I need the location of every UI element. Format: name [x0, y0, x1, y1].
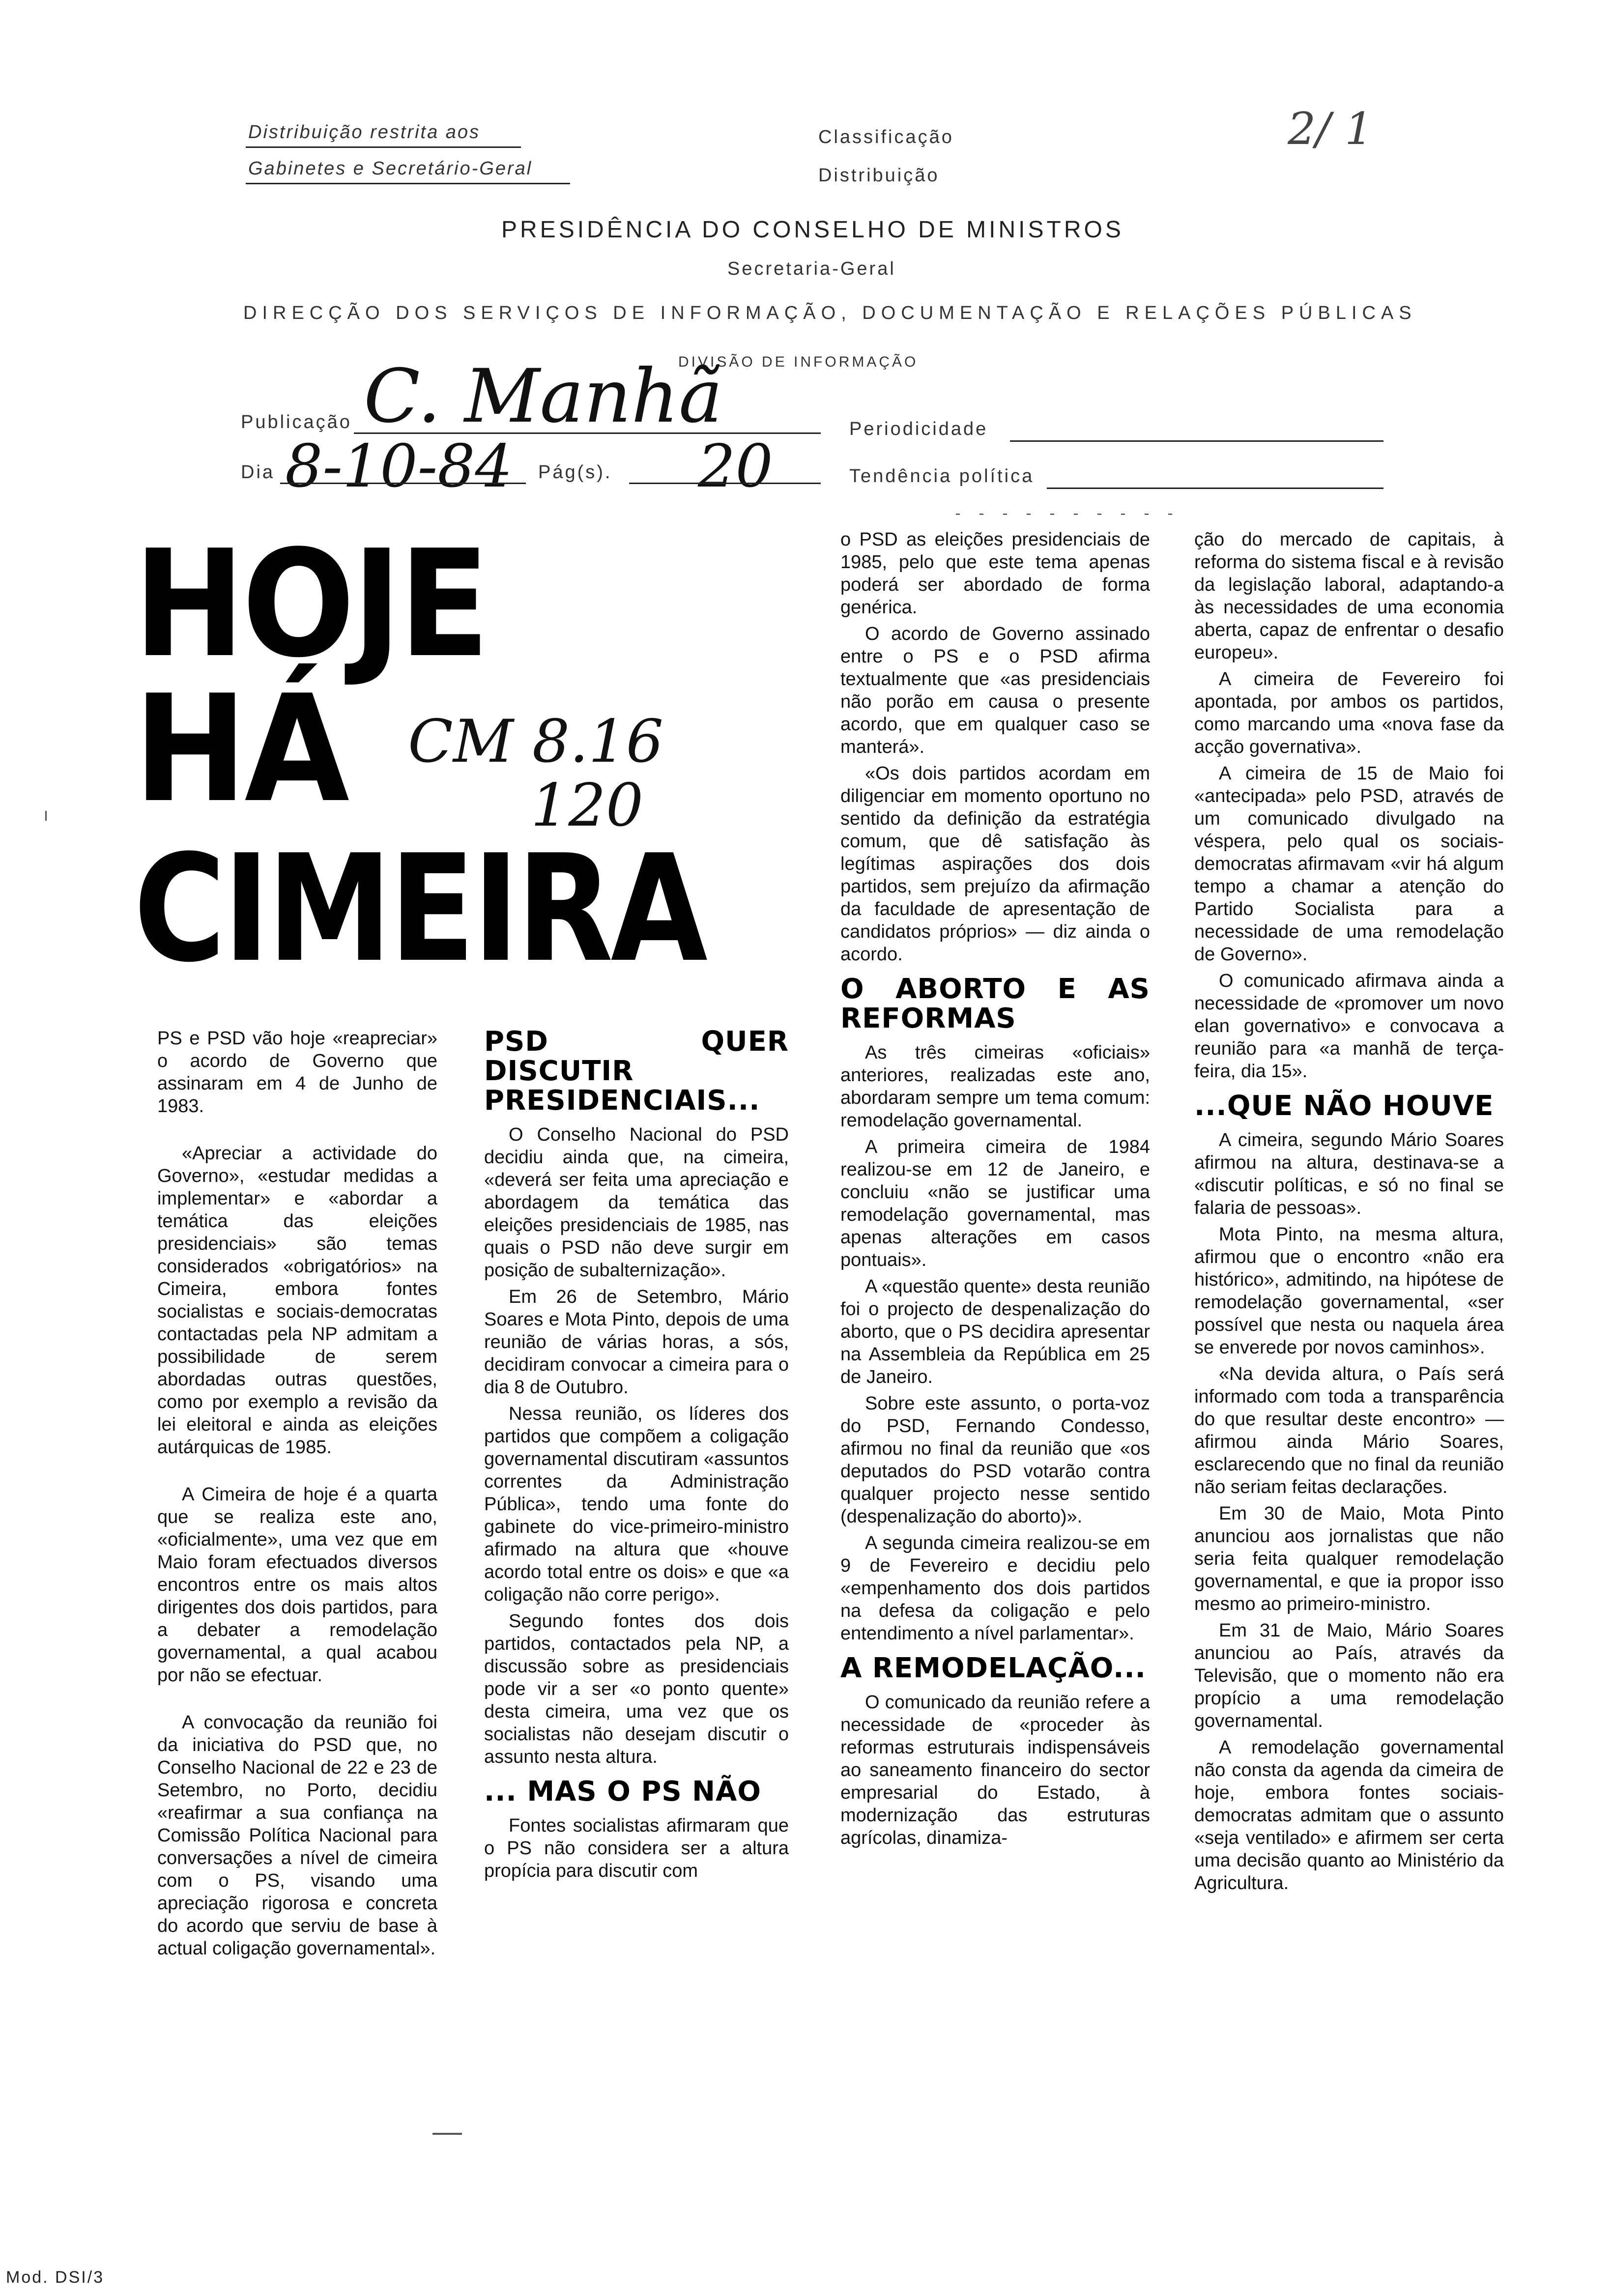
pages-label: Pág(s). [538, 462, 612, 483]
publication-value: C. Manhã [364, 354, 723, 439]
classification-label: Classificação [818, 127, 954, 147]
publication-label: Publicação [241, 412, 352, 432]
bottom-mark [432, 2133, 462, 2135]
tendency-label: Tendência política [849, 466, 1035, 487]
col2-paragraph-5: Fontes socialistas afirmaram que o PS não considera ser a altura propícia para discutir com [484, 1815, 789, 1881]
col2-subheading-1: PSD QUER DISCUTIR PRESIDENCIAIS... [484, 1026, 789, 1117]
col4-paragraph-7: «Na devida altura, o País será informado com toda a transparência do que resultar deste encontro» — afirmou ainda Mário Soares, esclarecendo que no final da reunião não seriam feitas declarações. [1194, 1364, 1504, 1497]
footer-form-code: Mod. DSI/3 [6, 2268, 105, 2287]
org-subtitle: Secretaria-Geral [727, 258, 896, 279]
col3-paragraph-9: O comunicado da reunião refere a necessidade de «proceder às reformas estruturais indispensáveis ao saneamento financeiro do sector empresarial do Estado, à modernização das estruturas agrícolas, dinamiza- [840, 1692, 1150, 1848]
tendency-underline [1047, 488, 1383, 489]
day-value: 8-10-84 [285, 432, 513, 501]
col4-paragraph-8: Em 30 de Maio, Mota Pinto anunciou aos jornalistas que não seria feita qualquer remodelação governamental, e que ia propor isso mesmo ao primeiro-ministro. [1194, 1503, 1504, 1614]
col1-paragraph-2: «Apreciar a actividade do Governo», «estudar medidas a implementar» e «abordar a temática das eleições presidenciais» são temas considerados «obrigatórios» na Cimeira, embora fontes socialistas e sociais-democratas contactadas pela NP admitam a possibilidade de serem abordadas outras questões, como por exemplo a revisão da lei eleitoral e ainda as eleições autárquicas de 1985. [157, 1143, 437, 1458]
headline-line-2: HÁ [134, 663, 347, 835]
restricted-underline-1 [246, 146, 521, 148]
periodicity-underline [1010, 440, 1383, 442]
col3-paragraph-5: A primeira cimeira de 1984 realizou-se em 12 de Janeiro, e concluiu «não se justificar uma remodelação governamental, mas apenas alterações em casos pontuais». [840, 1137, 1150, 1270]
margin-note-line2: 120 [531, 772, 644, 840]
col1-paragraph-3: A Cimeira de hoje é a quarta que se realiza este ano, «oficialmente», uma vez que em Maio foram efectuados diversos encontros entre os mais altos dirigentes dos dois partidos, para a debater a remodelação governamental, a qual acabou por não se efectuar. [157, 1484, 437, 1686]
col3-subheading-1: O ABORTO E AS REFORMAS [840, 973, 1150, 1034]
col2-subheading-2: ... MAS O PS NÃO [484, 1776, 761, 1808]
col3-subheading-2: A REMODELAÇÃO... [840, 1652, 1146, 1684]
col3-paragraph-7: Sobre este assunto, o porta-voz do PSD, Fernando Condesso, afirmou no final da reunião que «os deputados do PSD votarão contra qualquer projecto nesse sentido (despenalização do aborto)». [840, 1393, 1150, 1527]
col4-paragraph-5: A cimeira, segundo Mário Soares afirmou na altura, destinava-se a «discutir políticas, e só no final se falaria de pessoas». [1194, 1130, 1504, 1218]
col1-paragraph-1: PS e PSD vão hoje «reapreciar» o acordo de Governo que assinaram em 4 de Junho de 1983. [157, 1028, 437, 1117]
day-label: Dia [241, 462, 275, 483]
day-underline [280, 483, 526, 484]
restricted-underline-2 [246, 183, 570, 184]
col3-paragraph-6: A «questão quente» desta reunião foi o projecto de despenalização do aborto, que o PS decidira apresentar na Assembleia da República em 25 de Janeiro. [840, 1276, 1150, 1387]
col3-paragraph-3: «Os dois partidos acordam em diligenciar em momento oportuno no sentido da definição da estratégia comum, que dê satisfação às legítimas aspirações dos dois partidos, sem prejuízo da afirmação da faculdade de apresentação de candidatos próprios» — diz ainda o acordo. [840, 763, 1150, 965]
col4-paragraph-3: A cimeira de 15 de Maio foi «antecipada» pelo PSD, através de um comunicado divulgado na véspera, pelo qual os sociais-democratas afirmavam «vir há algum tempo a chamar a atenção do Partido Socialista para a necessidade de uma remodelação de Governo». [1194, 763, 1504, 965]
col1-paragraph-4: A convocação da reunião foi da iniciativa do PSD que, no Conselho Nacional de 22 e 23 de Setembro, no Porto, decidiu «reafirmar a sua confiança na Comissão Política Nacional para conversações a nível de cimeira com o PS, visando uma apreciação rigorosa e concreta do acordo que serviu de base à actual coligação governamental». [157, 1712, 437, 1959]
col3-paragraph-2: O acordo de Governo assinado entre o PS e o PSD afirma textualmente que «as presidenciais não porão em causa o presente acordo, que em qualquer caso se manterá». [840, 624, 1150, 757]
restricted-distribution-line2: Gabinetes e Secretário-Geral [248, 158, 533, 179]
col2-paragraph-1: O Conselho Nacional do PSD decidiu ainda que, na cimeira, «deverá ser feita uma apreciação e abordagem da temática das eleições presidenciais de 1985, nas quais o PSD não deve surgir em posição de subalternização». [484, 1124, 789, 1281]
headline-line-3: CIMEIRA [134, 823, 705, 995]
directorate-line: DIRECÇÃO DOS SERVIÇOS DE INFORMAÇÃO, DOCUMENTAÇÃO E RELAÇÕES PÚBLICAS [243, 303, 1417, 323]
col3-paragraph-1: o PSD as eleições presidenciais de 1985, pelo que este tema apenas poderá ser abordado de forma genérica. [840, 529, 1150, 618]
distribution-label: Distribuição [818, 165, 940, 186]
col4-paragraph-4: O comunicado afirmava ainda a necessidade de «promover um novo elan governativo» e convocava a reunião para «a manhã de terça-feira, dia 15». [1194, 971, 1504, 1082]
col4-paragraph-9: Em 31 de Maio, Mário Soares anunciou ao País, através da Televisão, que o momento não era propício a uma remodelação governamental. [1194, 1620, 1504, 1731]
margin-note-line1: CM 8.16 [408, 708, 664, 776]
col3-paragraph-4: As três cimeiras «oficiais» anteriores, realizadas este ano, abordaram sempre um tema comum: remodelação governamental. [840, 1042, 1150, 1131]
column-3 [840, 528, 1150, 1853]
col2-paragraph-4: Segundo fontes dos dois partidos, contactados pela NP, a discussão sobre as presidenciais pode vir a ser «o ponto quente» desta cimeira, uma vez que os socialistas não desejam discutir o assunto nesta altura. [484, 1611, 789, 1767]
col4-paragraph-6: Mota Pinto, na mesma altura, afirmou que o encontro «não era histórico», admitindo, na hipótese de remodelação governamental, «ser possível que nesta ou naquela área se enverede por novos caminhos». [1194, 1224, 1504, 1358]
col4-paragraph-10: A remodelação governamental não consta da agenda da cimeira de hoje, embora fontes sociais-democratas admitam que o assunto «seja ventilado» e afirmem ser certa uma decisão quanto ao Ministério da Agricultura. [1194, 1737, 1504, 1894]
restricted-distribution-line1: Distribuição restrita aos [248, 122, 481, 143]
column-1 [157, 1027, 437, 1964]
pages-value: 20 [698, 432, 773, 501]
headline-line-1: HOJE [134, 518, 487, 690]
pages-underline [629, 483, 821, 484]
org-title: PRESIDÊNCIA DO CONSELHO DE MINISTROS [501, 217, 1124, 243]
col4-paragraph-1: ção do mercado de capitais, à reforma do sistema fiscal e à revisão da legislação laboral, adaptando-a às necessidades de uma economia aberta, capaz de enfrentar o desafio europeu». [1194, 529, 1504, 663]
col2-paragraph-3: Nessa reunião, os líderes dos partidos que compõem a coligação governamental discutiram «assuntos correntes da Administração Pública», tendo uma fonte do gabinete do vice-primeiro-ministro afirmado na altura que «houve acordo total entre os dois» e que «a coligação não corre perigo». [484, 1404, 789, 1605]
col4-paragraph-2: A cimeira de Fevereiro foi apontada, por ambos os partidos, como marcando uma «nova fase da acção governativa». [1194, 669, 1504, 757]
division-line: DIVISÃO DE INFORMAÇÃO [678, 354, 919, 370]
col2-paragraph-2: Em 26 de Setembro, Mário Soares e Mota Pinto, depois de uma reunião de várias horas, a sós, decidiram convocar a cimeira para o dia 8 de Outubro. [484, 1287, 789, 1398]
column-2 [484, 1027, 789, 1886]
col4-subheading-1: ...QUE NÃO HOUVE [1194, 1090, 1494, 1122]
column-4 [1194, 528, 1504, 1898]
dashed-separator: - - - - - - - - - - [953, 506, 1178, 523]
top-scribble: 2/ 1 [1288, 103, 1373, 155]
col3-paragraph-8: A segunda cimeira realizou-se em 9 de Fevereiro e decidiu pelo «empenhamento dos dois partidos na defesa da coligação e pelo entendimento a nível parlamentar». [840, 1533, 1150, 1644]
margin-tick [45, 811, 47, 821]
periodicity-label: Periodicidade [849, 419, 988, 439]
